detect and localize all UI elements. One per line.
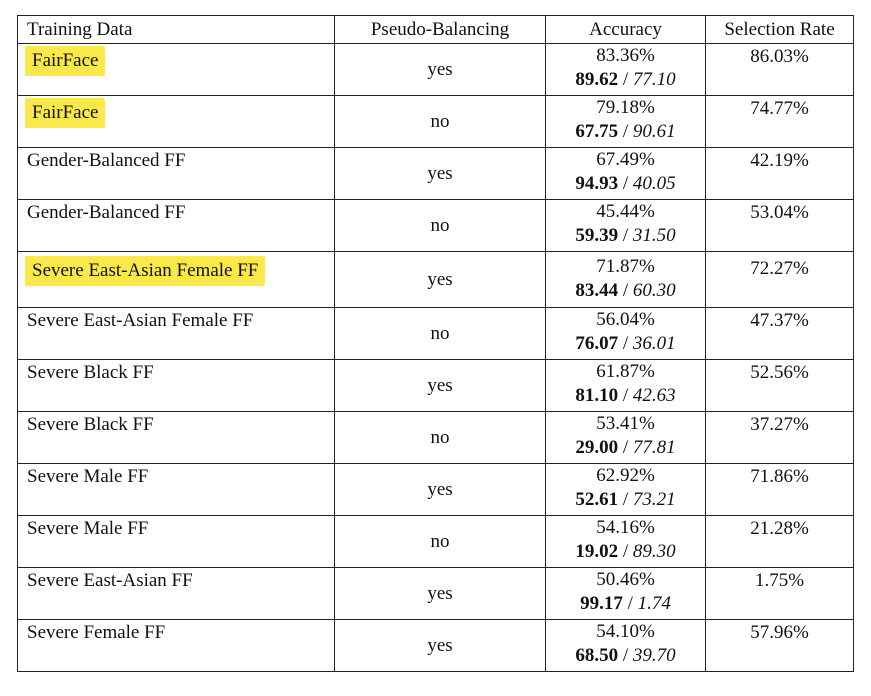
table-row bbox=[18, 412, 854, 464]
accuracy-separator: / bbox=[618, 437, 633, 458]
training-data-cell bbox=[18, 252, 335, 308]
accuracy-cell bbox=[546, 464, 706, 516]
accuracy-italic-value: 40.05 bbox=[632, 173, 676, 194]
table-row bbox=[18, 148, 854, 200]
training-data-cell: Severe Black FF bbox=[18, 360, 335, 412]
selection-rate-cell: 42.19% bbox=[706, 148, 854, 200]
accuracy-breakdown bbox=[546, 279, 705, 303]
accuracy-breakdown bbox=[546, 172, 705, 196]
selection-rate-cell: 52.56% bbox=[706, 360, 854, 412]
accuracy-breakdown bbox=[546, 224, 705, 248]
selection-rate-cell: 37.27% bbox=[706, 412, 854, 464]
pseudo-balancing-cell: yes bbox=[335, 620, 546, 672]
accuracy-breakdown bbox=[546, 120, 705, 144]
highlighted-training-data: FairFace bbox=[25, 46, 105, 76]
accuracy-separator: / bbox=[618, 645, 633, 666]
training-data-cell: Severe East-Asian Female FF bbox=[18, 308, 335, 360]
training-data-cell bbox=[18, 96, 335, 148]
training-data-cell bbox=[18, 44, 335, 96]
highlighted-training-data: FairFace bbox=[25, 98, 105, 128]
accuracy-overall: 54.16% bbox=[596, 517, 655, 538]
accuracy-cell bbox=[546, 96, 706, 148]
accuracy-separator: / bbox=[618, 541, 633, 562]
accuracy-cell bbox=[546, 148, 706, 200]
accuracy-overall: 45.44% bbox=[596, 201, 655, 222]
table-row bbox=[18, 252, 854, 308]
accuracy-italic-value: 36.01 bbox=[632, 333, 676, 354]
accuracy-italic-value: 90.61 bbox=[632, 121, 676, 142]
accuracy-separator: / bbox=[618, 280, 633, 301]
accuracy-italic-value: 77.81 bbox=[632, 437, 676, 458]
selection-rate-cell: 72.27% bbox=[706, 252, 854, 308]
header-accuracy: Accuracy bbox=[546, 16, 706, 44]
table-body bbox=[18, 44, 854, 672]
pseudo-balancing-cell: yes bbox=[335, 360, 546, 412]
training-data-cell: Severe Male FF bbox=[18, 516, 335, 568]
accuracy-overall: 56.04% bbox=[596, 309, 655, 330]
accuracy-overall: 83.36% bbox=[596, 45, 655, 66]
table-row bbox=[18, 568, 854, 620]
training-data-cell: Severe Black FF bbox=[18, 412, 335, 464]
table-row bbox=[18, 200, 854, 252]
accuracy-bold-value: 59.39 bbox=[575, 225, 619, 246]
accuracy-italic-value: 89.30 bbox=[632, 541, 676, 562]
accuracy-italic-value: 77.10 bbox=[632, 69, 676, 90]
accuracy-italic-value: 60.30 bbox=[632, 280, 676, 301]
accuracy-bold-value: 83.44 bbox=[575, 280, 619, 301]
accuracy-overall: 54.10% bbox=[596, 621, 655, 642]
results-table bbox=[17, 15, 854, 672]
table-row bbox=[18, 96, 854, 148]
table-header bbox=[18, 16, 854, 44]
accuracy-bold-value: 99.17 bbox=[580, 593, 623, 614]
pseudo-balancing-cell: no bbox=[335, 412, 546, 464]
pseudo-balancing-cell: yes bbox=[335, 44, 546, 96]
accuracy-cell bbox=[546, 412, 706, 464]
accuracy-bold-value: 76.07 bbox=[575, 333, 619, 354]
accuracy-cell bbox=[546, 308, 706, 360]
accuracy-separator: / bbox=[618, 333, 633, 354]
accuracy-cell bbox=[546, 360, 706, 412]
pseudo-balancing-cell: no bbox=[335, 516, 546, 568]
accuracy-separator: / bbox=[618, 121, 633, 142]
pseudo-balancing-cell: no bbox=[335, 308, 546, 360]
pseudo-balancing-cell: yes bbox=[335, 148, 546, 200]
training-data-cell: Severe Male FF bbox=[18, 464, 335, 516]
header-selection-rate: Selection Rate bbox=[706, 16, 854, 44]
accuracy-separator: / bbox=[618, 225, 633, 246]
accuracy-bold-value: 68.50 bbox=[575, 645, 619, 666]
pseudo-balancing-cell: yes bbox=[335, 568, 546, 620]
selection-rate-cell: 47.37% bbox=[706, 308, 854, 360]
accuracy-overall: 67.49% bbox=[596, 149, 655, 170]
pseudo-balancing-cell: no bbox=[335, 200, 546, 252]
accuracy-bold-value: 81.10 bbox=[575, 385, 619, 406]
pseudo-balancing-cell: yes bbox=[335, 252, 546, 308]
results-table-container bbox=[17, 15, 853, 672]
accuracy-separator: / bbox=[618, 173, 633, 194]
accuracy-overall: 62.92% bbox=[596, 465, 655, 486]
accuracy-bold-value: 29.00 bbox=[575, 437, 619, 458]
highlighted-training-data: Severe East-Asian Female FF bbox=[25, 256, 265, 286]
accuracy-bold-value: 19.02 bbox=[575, 541, 619, 562]
table-row bbox=[18, 44, 854, 96]
table-row bbox=[18, 360, 854, 412]
training-data-cell: Gender-Balanced FF bbox=[18, 200, 335, 252]
accuracy-breakdown bbox=[546, 488, 705, 512]
accuracy-overall: 61.87% bbox=[596, 361, 655, 382]
accuracy-overall: 53.41% bbox=[596, 413, 655, 434]
accuracy-breakdown bbox=[546, 592, 705, 616]
accuracy-italic-value: 73.21 bbox=[632, 489, 676, 510]
accuracy-breakdown bbox=[546, 68, 705, 92]
selection-rate-cell: 53.04% bbox=[706, 200, 854, 252]
selection-rate-cell: 1.75% bbox=[706, 568, 854, 620]
accuracy-bold-value: 94.93 bbox=[575, 173, 619, 194]
accuracy-breakdown bbox=[546, 332, 705, 356]
table-row bbox=[18, 308, 854, 360]
pseudo-balancing-cell: yes bbox=[335, 464, 546, 516]
accuracy-italic-value: 39.70 bbox=[632, 645, 676, 666]
header-pseudo-balancing: Pseudo-Balancing bbox=[335, 16, 546, 44]
selection-rate-cell: 57.96% bbox=[706, 620, 854, 672]
accuracy-cell bbox=[546, 516, 706, 568]
accuracy-separator: / bbox=[618, 69, 633, 90]
training-data-cell: Severe Female FF bbox=[18, 620, 335, 672]
accuracy-overall: 71.87% bbox=[596, 256, 655, 277]
accuracy-breakdown bbox=[546, 540, 705, 564]
table-row bbox=[18, 464, 854, 516]
accuracy-bold-value: 67.75 bbox=[575, 121, 619, 142]
accuracy-overall: 79.18% bbox=[596, 97, 655, 118]
selection-rate-cell: 86.03% bbox=[706, 44, 854, 96]
header-training-data: Training Data bbox=[18, 16, 335, 44]
selection-rate-cell: 71.86% bbox=[706, 464, 854, 516]
header-row bbox=[18, 16, 854, 44]
accuracy-overall: 50.46% bbox=[596, 569, 655, 590]
accuracy-breakdown bbox=[546, 436, 705, 460]
training-data-cell: Severe East-Asian FF bbox=[18, 568, 335, 620]
training-data-cell: Gender-Balanced FF bbox=[18, 148, 335, 200]
accuracy-separator: / bbox=[618, 385, 633, 406]
accuracy-cell bbox=[546, 44, 706, 96]
table-row bbox=[18, 516, 854, 568]
accuracy-cell bbox=[546, 620, 706, 672]
accuracy-cell bbox=[546, 252, 706, 308]
accuracy-italic-value: 42.63 bbox=[632, 385, 676, 406]
selection-rate-cell: 21.28% bbox=[706, 516, 854, 568]
selection-rate-cell: 74.77% bbox=[706, 96, 854, 148]
accuracy-bold-value: 52.61 bbox=[575, 489, 619, 510]
table-row bbox=[18, 620, 854, 672]
accuracy-cell bbox=[546, 568, 706, 620]
accuracy-separator: / bbox=[618, 489, 633, 510]
pseudo-balancing-cell: no bbox=[335, 96, 546, 148]
accuracy-breakdown bbox=[546, 644, 705, 668]
accuracy-cell bbox=[546, 200, 706, 252]
accuracy-italic-value: 1.74 bbox=[637, 593, 671, 614]
accuracy-separator: / bbox=[622, 593, 638, 614]
accuracy-breakdown bbox=[546, 384, 705, 408]
accuracy-bold-value: 89.62 bbox=[575, 69, 619, 90]
accuracy-italic-value: 31.50 bbox=[632, 225, 676, 246]
